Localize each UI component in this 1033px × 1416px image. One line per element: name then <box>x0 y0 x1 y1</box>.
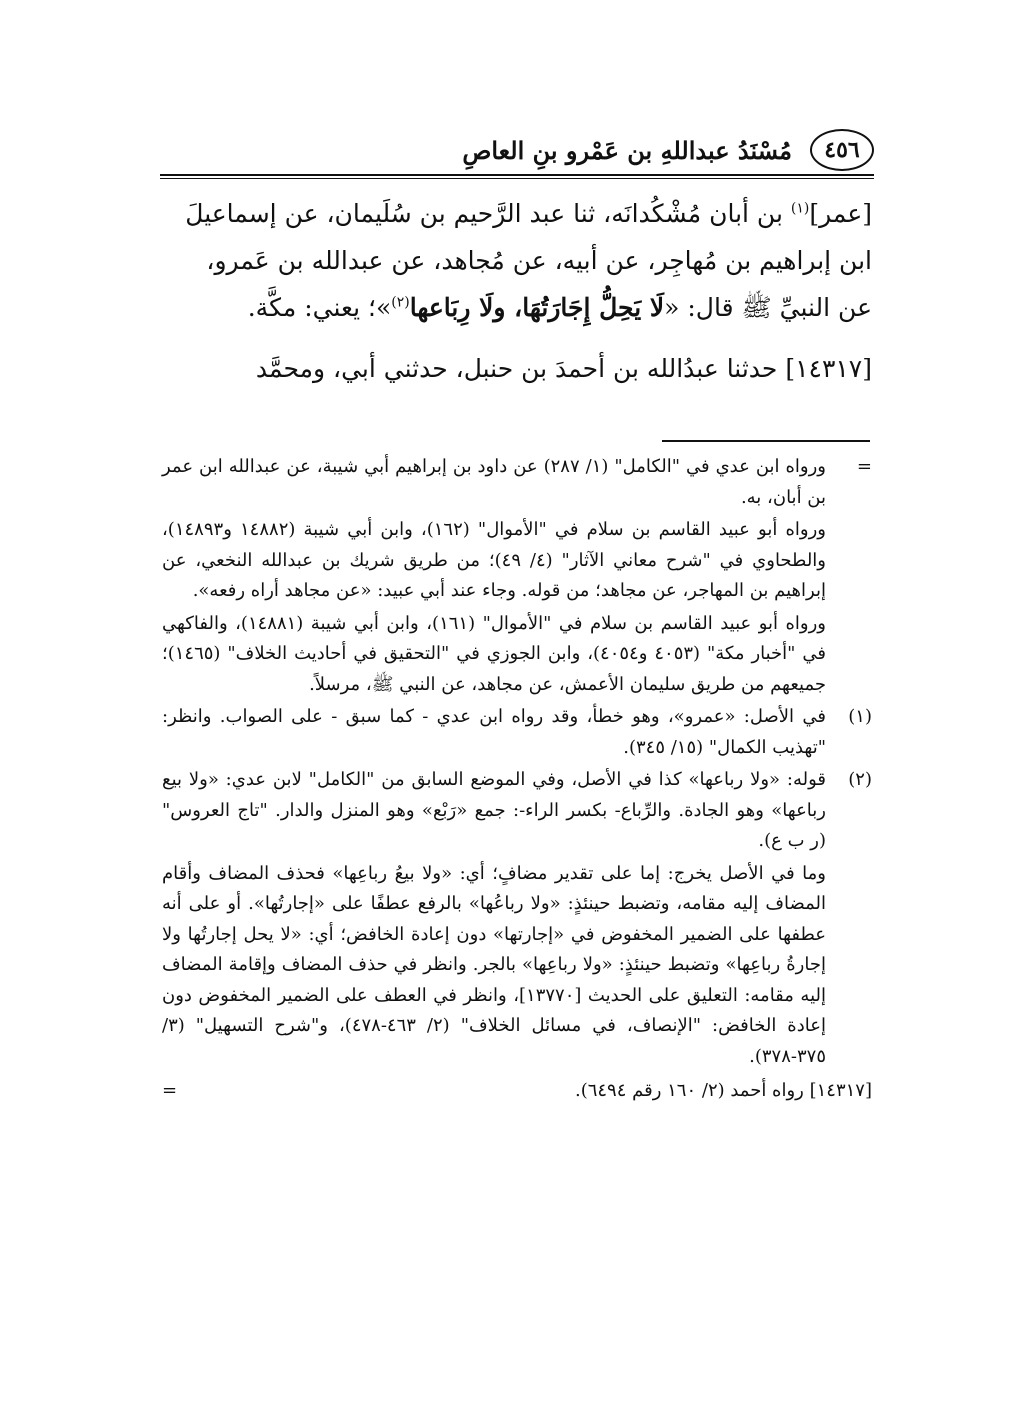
running-title: مُسْنَدُ عبداللهِ بن عَمْرو بنِ العاصِ <box>462 135 792 165</box>
footnote-2 <box>162 765 872 1072</box>
source-reference: [١٤٣١٧] رواه أحمد (٢/ ١٦٠ رقم ٦٤٩٤). <box>574 1080 872 1101</box>
footnote-hadith-source <box>162 1076 872 1107</box>
hadith-text: لَا يَحِلُّ إِجَارَتُهَا، ولَا رِبَاعها <box>409 293 665 322</box>
hadith-start: [١٤٣١٧] حدثنا عبدُالله بن أحمدَ بن حنبل، حدثني أبي، ومحمَّد <box>255 354 872 383</box>
footnote-paragraph: قوله: «ولا رباعها» كذا في الأصل، وفي الموضع السابق من "الكامل" لابن عدي: «ولا بيع رباعها» وهو الجادة. والرِّباع- بكسر الراء-: جمع «رَبْع» وهو المنزل والدار. "تاج العروس" (ر ب ع). <box>162 769 826 851</box>
footnote-paragraph: وما في الأصل يخرج: إما على تقدير مضافٍ؛ أي: «ولا بيعُ رباعِها» فحذف المضاف وأقام المضاف إليه مقامه، وتضبط حينئذٍ: «ولا رباعُها» بالرفع عطفًا على «إجارتُها». أو على أنه عطفها على الضمير المخفوض في «إجارتها» دون إعادة الخافض؛ أي: «لا يحل إجارتُها ولا إجارةُ رباعِها» وتضبط حينئذٍ: «ولا رباعِها» بالجر. وانظر في حذف المضاف وإقامة المضاف إليه مقامه: التعليق على الحديث [١٣٧٧٠]، وانظر في العطف على الضمير المخفوض دون إعادة الخافض: "الإنصاف، في مسائل الخلاف" (٢/ ٤٦٣-٤٧٨)، و"شرح التسهيل" (٣/ ٣٧٥-٣٧٨). <box>162 862 826 1067</box>
continuation-marker: = <box>162 1080 178 1101</box>
footnote-ref-2: (٢) <box>391 294 410 311</box>
footnote-paragraph: ورواه ابن عدي في "الكامل" (١/ ٢٨٧) عن داود بن إبراهيم أبي شيبة، عن عبدالله ابن عمر بن أبان، به. <box>162 456 826 508</box>
main-text <box>162 190 872 392</box>
footnote-ref-1: (١) <box>790 200 810 217</box>
main-line-1 <box>162 190 872 237</box>
page-header <box>160 126 874 174</box>
footnote-separator <box>662 440 870 442</box>
footnote-paragraph: ورواه أبو عبيد القاسم بن سلام في "الأموال" (١٦١)، وابن أبي شيبة (١٤٨٨١)، والفاكهي في "أخبار مكة" (٤٠٥٣ و٤٠٥٤)، وابن الجوزي في "التحقيق في أحاديث الخلاف" (١٤٦٥)؛ جميعهم من طريق سليمان الأعمش، عن مجاهد، عن النبي ﷺ، مرسلاً. <box>162 612 827 695</box>
footnote-paragraph: ورواه أبو عبيد القاسم بن سلام في "الأموال" (١٦٢)، وابن أبي شيبة (١٤٨٨٢ و١٤٨٩٣)، والطحاوي في "شرح معاني الآثار" (٤/ ٤٩)؛ من طريق شريك بن عبدالله النخعي، عن إبراهيم بن المهاجر، عن مجاهد؛ من قوله. وجاء عند أبي عبيد: «عن مجاهد أراه رفعه». <box>162 519 826 601</box>
header-rule <box>160 174 874 176</box>
main-text-segment: »؛ يعني: مكَّة. <box>247 293 392 322</box>
main-text-segment: عن النبيِّ ﷺ قال: « <box>664 293 872 322</box>
main-line-2: ابن إبراهيم بن مُهاجِر، عن أبيه، عن مُجاهد، عن عبدالله بن عَمرو، <box>206 246 872 275</box>
main-text-segment: بن أبان مُشْكُدانَه، ثنا عبد الرَّحيم بن سُلَيمان، عن إسماعيلَ <box>185 199 791 228</box>
footnote-continuation <box>162 452 872 700</box>
main-line-3 <box>162 284 872 331</box>
footnote-1 <box>162 702 872 763</box>
header-rule-thin <box>160 178 874 179</box>
page-number: ٤٥٦ <box>810 129 874 171</box>
footnote-paragraph: في الأصل: «عمرو»، وهو خطأ، وقد رواه ابن عدي - كما سبق - على الصواب. وانظر: "تهذيب الكمال" (١٥/ ٣٤٥). <box>162 706 826 758</box>
continuation-marker: = <box>856 456 872 477</box>
footnote-marker: (٢) <box>848 769 872 790</box>
main-text-segment: [عمر] <box>809 199 872 228</box>
footnotes <box>162 452 872 1107</box>
footnote-marker: (١) <box>848 706 872 727</box>
